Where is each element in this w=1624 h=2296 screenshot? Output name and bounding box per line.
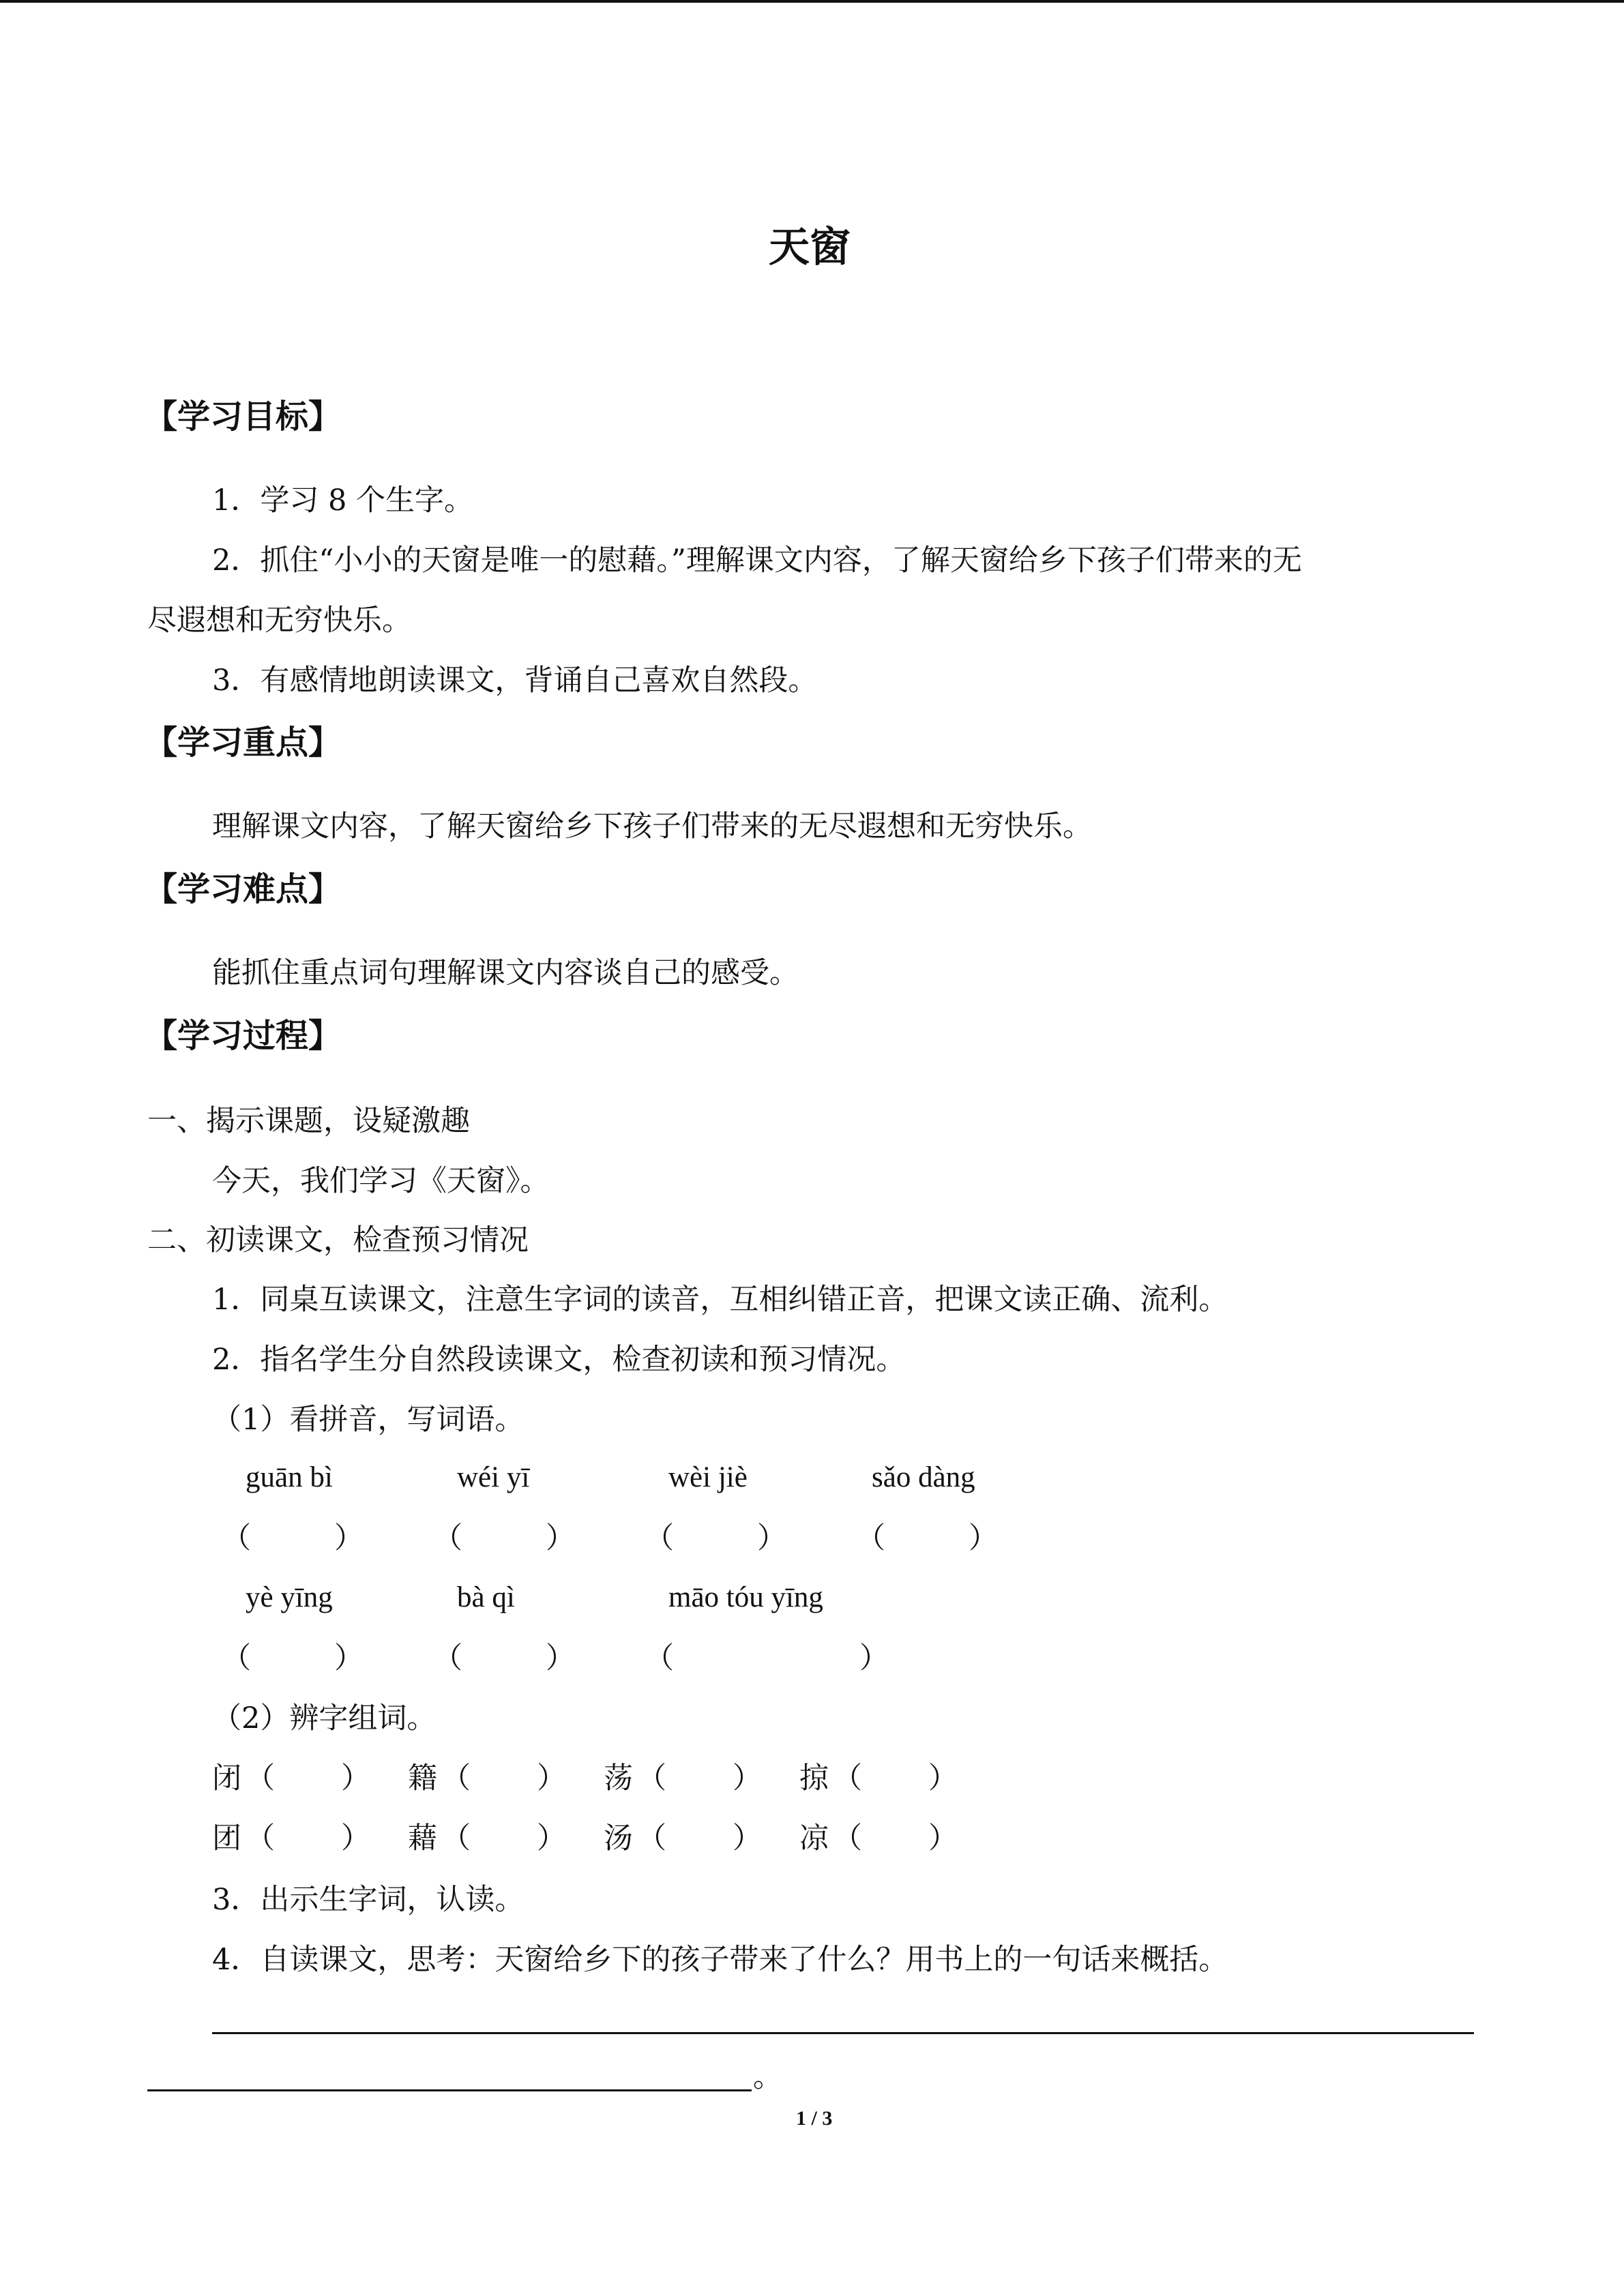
step-2: 二、初读课文，检查预习情况: [147, 1223, 529, 1257]
pinyin-mao-tou-ying: māo tóu yīng: [668, 1581, 823, 1613]
char-bi: 闭: [212, 1761, 241, 1795]
char-liang: 凉: [799, 1821, 829, 1855]
answer-blank-close: ）: [537, 1821, 566, 1855]
answer-blank-open: （: [833, 1821, 862, 1855]
char-tang: 汤: [604, 1821, 633, 1855]
step-2-item-1: 1．同桌互读课文，注意生字词的读音，互相纠错正音，把课文读正确、流利。: [212, 1283, 1228, 1317]
answer-blank-open: （: [637, 1821, 666, 1855]
page-number: 1 / 3: [796, 2107, 833, 2130]
key-text: 理解课文内容，了解天窗给乡下孩子们带来的无尽遐想和无穷快乐。: [212, 809, 1092, 844]
step-1: 一、揭示课题，设疑激趣: [147, 1104, 470, 1138]
answer-blank-close: ）: [928, 1821, 958, 1855]
answer-blank-close: ）: [859, 1641, 889, 1675]
pinyin-ye-ying: yè yīng: [246, 1581, 333, 1613]
answer-blank-close: ）: [341, 1821, 370, 1855]
difficulty-text: 能抓住重点词句理解课文内容谈自己的感受。: [212, 956, 799, 990]
char-lve: 掠: [799, 1761, 829, 1795]
answer-blank-close: ）: [969, 1521, 998, 1555]
answer-blank-close: ）: [928, 1761, 958, 1795]
char-tuan: 团: [212, 1821, 241, 1855]
answer-blank-close: ）: [733, 1821, 762, 1855]
answer-blank-close: ）: [537, 1761, 566, 1795]
answer-blank-open: （: [856, 1521, 885, 1555]
section-header-difficulty: 【学习难点】: [145, 870, 342, 908]
pinyin-guan-bi: guān bì: [246, 1461, 333, 1493]
pinyin-sao-dang: sǎo dàng: [872, 1461, 975, 1493]
char-ji: 籍: [408, 1761, 437, 1795]
answer-blank-open: （: [833, 1761, 862, 1795]
char-jie: 藉: [408, 1821, 437, 1855]
goal-3: 3．有感情地朗读课文，背诵自己喜欢自然段。: [212, 664, 818, 698]
answer-blank-close: ）: [757, 1521, 786, 1555]
answer-blank-close: ）: [334, 1521, 364, 1555]
answer-period: 。: [753, 2060, 782, 2094]
page-title: 天窗: [769, 224, 851, 271]
sub-task-2: （2）辨字组词。: [212, 1701, 437, 1735]
top-border: [0, 0, 1624, 3]
answer-blank-open: （: [246, 1761, 275, 1795]
answer-blank-close: ）: [546, 1641, 575, 1675]
answer-blank-open: （: [433, 1521, 462, 1555]
answer-blank-open: （: [433, 1641, 462, 1675]
char-dang: 荡: [604, 1761, 633, 1795]
step-2-item-3: 3．出示生字词，认读。: [212, 1883, 525, 1917]
answer-blank-open: （: [246, 1821, 275, 1855]
answer-blank-close: ）: [733, 1761, 762, 1795]
pinyin-ba-qi: bà qì: [457, 1581, 515, 1613]
step-1-text: 今天，我们学习《天窗》。: [212, 1164, 550, 1198]
pinyin-wei-jie: wèi jiè: [668, 1461, 748, 1493]
section-header-process: 【学习过程】: [145, 1017, 342, 1055]
answer-line-2[interactable]: [147, 2089, 752, 2091]
pinyin-wei-yi: wéi yī: [457, 1461, 530, 1493]
answer-blank-open: （: [222, 1521, 251, 1555]
step-2-item-4: 4．自读课文，思考：天窗给乡下的孩子带来了什么？用书上的一句话来概括。: [212, 1943, 1228, 1977]
answer-line-1[interactable]: [212, 2032, 1474, 2034]
answer-blank-close: ）: [546, 1521, 575, 1555]
sub-task-1: （1）看拼音，写词语。: [212, 1403, 525, 1437]
step-2-item-2: 2．指名学生分自然段读课文，检查初读和预习情况。: [212, 1343, 906, 1377]
answer-blank-open: （: [222, 1641, 251, 1675]
answer-blank-close: ）: [334, 1641, 364, 1675]
answer-blank-open: （: [637, 1761, 666, 1795]
goal-1: 1．学习 8 个生字。: [212, 483, 474, 518]
answer-blank-open: （: [441, 1821, 471, 1855]
answer-blank-open: （: [645, 1521, 674, 1555]
answer-blank-open: （: [645, 1641, 674, 1675]
goal-2-line-1: 2．抓住“小小的天窗是唯一的慰藉。”理解课文内容，了解天窗给乡下孩子们带来的无: [212, 543, 1302, 578]
section-header-key: 【学习重点】: [145, 724, 342, 762]
goal-2-line-2: 尽遐想和无穷快乐。: [147, 603, 411, 638]
answer-blank-open: （: [441, 1761, 471, 1795]
answer-blank-close: ）: [341, 1761, 370, 1795]
section-header-goals: 【学习目标】: [145, 398, 342, 436]
